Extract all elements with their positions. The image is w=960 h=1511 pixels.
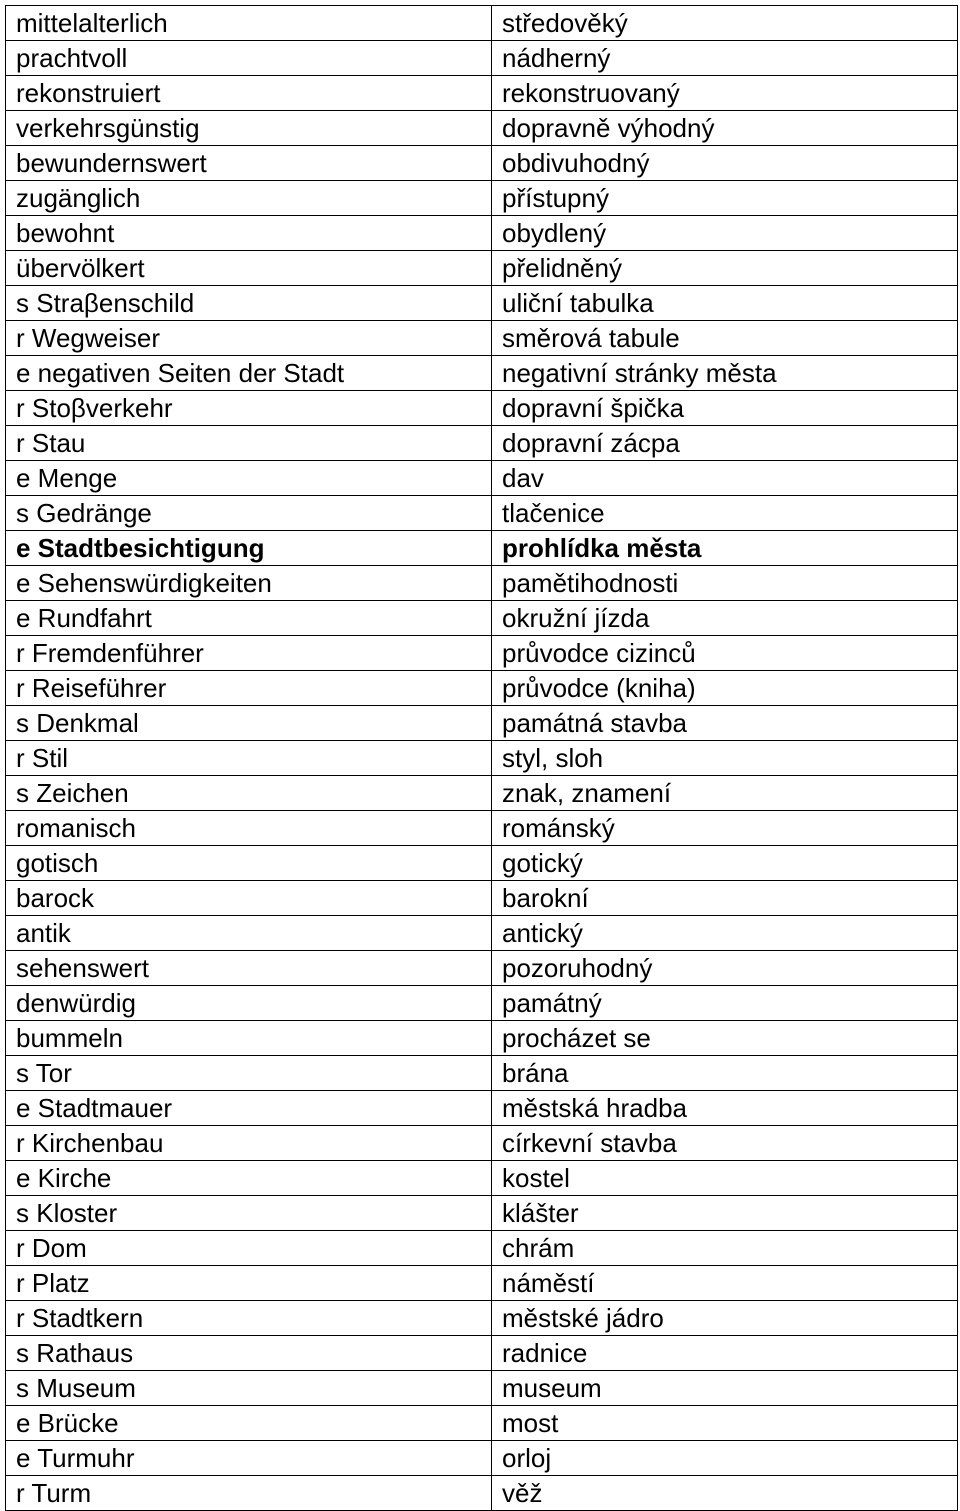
czech-translation-cell: barokní [492,881,958,916]
german-term-cell: e Kirche [6,1161,492,1196]
table-row [6,1161,958,1196]
table-row [6,986,958,1021]
czech-translation-cell: průvodce cizinců [492,636,958,671]
czech-translation-cell: okružní jízda [492,601,958,636]
german-term-cell: r Reiseführer [6,671,492,706]
german-term-cell: zugänglich [6,181,492,216]
german-term-cell: sehenswert [6,951,492,986]
table-row [6,496,958,531]
german-term-cell: prachtvoll [6,41,492,76]
table-row [6,216,958,251]
czech-translation-cell: městská hradba [492,1091,958,1126]
table-row [6,951,958,986]
german-term-cell: s Museum [6,1371,492,1406]
czech-translation-cell: antický [492,916,958,951]
german-term-cell: r Stoβverkehr [6,391,492,426]
german-term-cell: e Menge [6,461,492,496]
table-row [6,846,958,881]
czech-translation-cell: museum [492,1371,958,1406]
table-row [6,636,958,671]
german-term-cell: rekonstruiert [6,76,492,111]
table-row [6,286,958,321]
table-row [6,111,958,146]
table-row [6,1406,958,1441]
german-term-cell: denwürdig [6,986,492,1021]
german-term-cell: e Brücke [6,1406,492,1441]
czech-translation-cell: pozoruhodný [492,951,958,986]
german-term-cell: gotisch [6,846,492,881]
table-row [6,6,958,41]
czech-translation-cell: památný [492,986,958,1021]
german-term-cell: verkehrsgünstig [6,111,492,146]
german-term-cell: r Turm [6,1476,492,1511]
czech-translation-cell: most [492,1406,958,1441]
table-row [6,1091,958,1126]
table-row [6,531,958,566]
german-term-cell: s Straβenschild [6,286,492,321]
czech-translation-cell: obydlený [492,216,958,251]
czech-translation-cell: přístupný [492,181,958,216]
german-term-cell: s Gedränge [6,496,492,531]
table-row [6,1301,958,1336]
czech-translation-cell: pamětihodnosti [492,566,958,601]
czech-translation-cell: prohlídka města [492,531,958,566]
table-row [6,146,958,181]
german-term-cell: e Rundfahrt [6,601,492,636]
table-row [6,1336,958,1371]
german-term-cell: r Stau [6,426,492,461]
table-row [6,1196,958,1231]
czech-translation-cell: průvodce (kniha) [492,671,958,706]
german-term-cell: r Platz [6,1266,492,1301]
german-term-cell: bewundernswert [6,146,492,181]
czech-translation-cell: městské jádro [492,1301,958,1336]
table-row [6,321,958,356]
table-row [6,1441,958,1476]
table-row [6,41,958,76]
czech-translation-cell: klášter [492,1196,958,1231]
german-term-cell: r Wegweiser [6,321,492,356]
czech-translation-cell: dopravní špička [492,391,958,426]
table-row [6,601,958,636]
table-row [6,1371,958,1406]
table-row [6,706,958,741]
german-term-cell: bummeln [6,1021,492,1056]
table-row [6,776,958,811]
table-row [6,881,958,916]
table-row [6,741,958,776]
czech-translation-cell: procházet se [492,1021,958,1056]
german-term-cell: r Stadtkern [6,1301,492,1336]
czech-translation-cell: negativní stránky města [492,356,958,391]
czech-translation-cell: znak, znamení [492,776,958,811]
table-row [6,1126,958,1161]
table-row [6,1021,958,1056]
czech-translation-cell: církevní stavba [492,1126,958,1161]
table-row [6,566,958,601]
table-row [6,1231,958,1266]
vocabulary-table [5,5,958,1511]
czech-translation-cell: přelidněný [492,251,958,286]
table-row [6,356,958,391]
vocabulary-table-body [6,6,958,1511]
table-row [6,916,958,951]
german-term-cell: r Kirchenbau [6,1126,492,1161]
german-term-cell: übervölkert [6,251,492,286]
german-term-cell: r Fremdenführer [6,636,492,671]
table-row [6,1266,958,1301]
german-term-cell: e Sehenswürdigkeiten [6,566,492,601]
german-term-cell: e Stadtbesichtigung [6,531,492,566]
czech-translation-cell: uliční tabulka [492,286,958,321]
czech-translation-cell: věž [492,1476,958,1511]
czech-translation-cell: památná stavba [492,706,958,741]
czech-translation-cell: středověký [492,6,958,41]
german-term-cell: barock [6,881,492,916]
german-term-cell: e Stadtmauer [6,1091,492,1126]
czech-translation-cell: směrová tabule [492,321,958,356]
german-term-cell: mittelalterlich [6,6,492,41]
table-row [6,181,958,216]
german-term-cell: romanisch [6,811,492,846]
german-term-cell: s Denkmal [6,706,492,741]
czech-translation-cell: chrám [492,1231,958,1266]
german-term-cell: s Tor [6,1056,492,1091]
german-term-cell: r Stil [6,741,492,776]
table-row [6,461,958,496]
table-row [6,391,958,426]
german-term-cell: r Dom [6,1231,492,1266]
table-row [6,1056,958,1091]
czech-translation-cell: obdivuhodný [492,146,958,181]
czech-translation-cell: nádherný [492,41,958,76]
czech-translation-cell: dopravně výhodný [492,111,958,146]
table-row [6,671,958,706]
czech-translation-cell: styl, sloh [492,741,958,776]
german-term-cell: s Kloster [6,1196,492,1231]
table-row [6,811,958,846]
table-row [6,426,958,461]
german-term-cell: s Rathaus [6,1336,492,1371]
table-row [6,251,958,286]
table-row [6,1476,958,1511]
german-term-cell: e Turmuhr [6,1441,492,1476]
german-term-cell: s Zeichen [6,776,492,811]
german-term-cell: bewohnt [6,216,492,251]
czech-translation-cell: gotický [492,846,958,881]
czech-translation-cell: dopravní zácpa [492,426,958,461]
czech-translation-cell: kostel [492,1161,958,1196]
german-term-cell: e negativen Seiten der Stadt [6,356,492,391]
czech-translation-cell: tlačenice [492,496,958,531]
czech-translation-cell: náměstí [492,1266,958,1301]
czech-translation-cell: orloj [492,1441,958,1476]
czech-translation-cell: rekonstruovaný [492,76,958,111]
czech-translation-cell: dav [492,461,958,496]
czech-translation-cell: brána [492,1056,958,1091]
czech-translation-cell: radnice [492,1336,958,1371]
czech-translation-cell: románský [492,811,958,846]
table-row [6,76,958,111]
german-term-cell: antik [6,916,492,951]
